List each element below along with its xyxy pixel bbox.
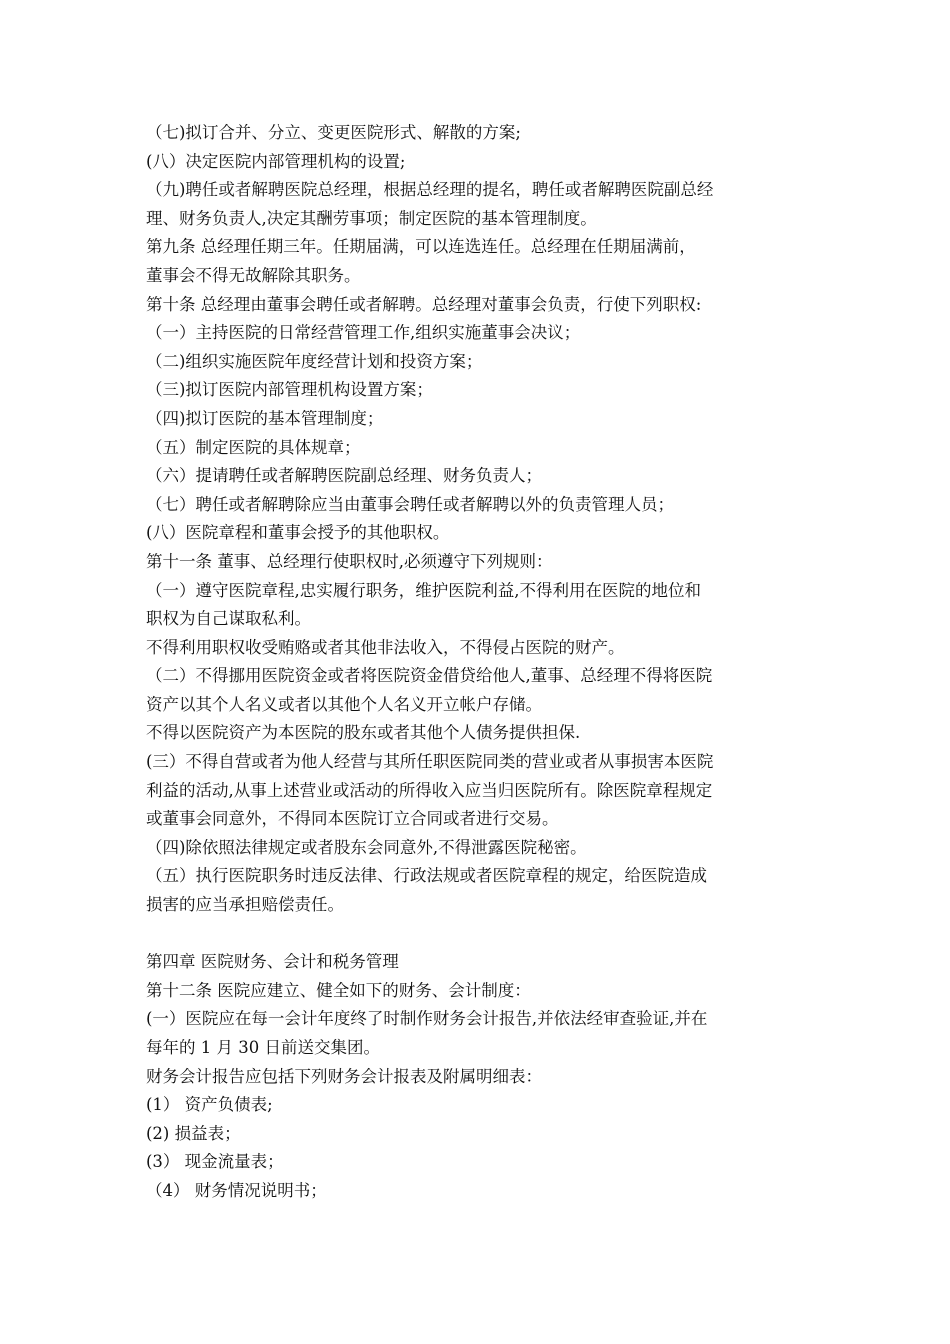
list-item: (2) 损益表； — [146, 1123, 241, 1143]
text-line: （五）制定医院的具体规章； — [146, 437, 361, 457]
text-line: （三)拟订医院内部管理机构设置方案； — [146, 380, 433, 400]
text-line: 不得以医院资产为本医院的股东或者其他个人债务提供担保. — [146, 723, 581, 743]
list-item: (3） 现金流量表； — [146, 1152, 284, 1172]
text-line: 利益的活动,从事上述营业或活动的所得收入应当归医院所有。除医院章程规定 — [146, 780, 713, 800]
text-line: (一）医院应在每一会计年度终了时制作财务会计报告,并依法经审查验证,并在 — [146, 1009, 708, 1029]
text-line: 董事会不得无故解除其职务。 — [146, 265, 361, 285]
text-line: （一）遵守医院章程,忠实履行职务，维护医院利益,不得利用在医院的地位和 — [146, 580, 701, 600]
text-line: （五）执行医院职务时违反法律、行政法规或者医院章程的规定，给医院造成 — [146, 866, 707, 886]
text-line: 理、财务负责人,决定其酬劳事项；制定医院的基本管理制度。 — [146, 208, 597, 228]
text-line: (八）决定医院内部管理机构的设置; — [146, 151, 406, 171]
text-line: （七）聘任或者解聘除应当由董事会聘任或者解聘以外的负责管理人员； — [146, 494, 674, 514]
text-line: （一）主持医院的日常经营管理工作,组织实施董事会决议； — [146, 323, 581, 343]
text-line: 第十一条 董事、总经理行使职权时,必须遵守下列规则： — [146, 551, 553, 571]
list-item: （4） 财务情况说明书； — [146, 1180, 327, 1200]
text-line: （六）提请聘任或者解聘医院副总经理、财务负责人； — [146, 466, 542, 486]
text-line: (三）不得自营或者为他人经营与其所任职医院同类的营业或者从事损害本医院 — [146, 752, 714, 772]
document-body — [146, 119, 810, 1206]
text-line: 第九条 总经理任期三年。任期届满，可以连选连任。总经理在任期届满前， — [146, 237, 696, 257]
text-line: （七)拟订合并、分立、变更医院形式、解散的方案; — [146, 123, 521, 142]
text-line: （四)除依照法律规定或者股东会同意外,不得泄露医院秘密。 — [146, 837, 587, 857]
chapter-heading: 第四章 医院财务、会计和税务管理 — [146, 952, 399, 972]
text-line: 资产以其个人名义或者以其他个人名义开立帐户存储。 — [146, 694, 542, 714]
text-line: 或董事会同意外，不得同本医院订立合同或者进行交易。 — [146, 809, 559, 829]
text-line: （四)拟订医院的基本管理制度； — [146, 408, 384, 428]
text-line: (八）医院章程和董事会授予的其他职权。 — [146, 523, 450, 543]
text-line: （二）不得挪用医院资金或者将医院资金借贷给他人,董事、总经理不得将医院 — [146, 666, 713, 686]
blank-line — [146, 920, 810, 949]
text-line: 损害的应当承担赔偿责任。 — [146, 895, 344, 915]
text-line: 不得利用职权收受贿赂或者其他非法收入，不得侵占医院的财产。 — [146, 637, 625, 657]
text-line: 第十二条 医院应建立、健全如下的财务、会计制度： — [146, 980, 531, 1000]
text-line: （九)聘任或者解聘医院总经理，根据总经理的提名，聘任或者解聘医院副总经 — [146, 180, 714, 200]
text-line: 第十条 总经理由董事会聘任或者解聘。总经理对董事会负责，行使下列职权: — [146, 294, 702, 314]
text-line: （二)组织实施医院年度经营计划和投资方案； — [146, 351, 483, 371]
text-line: 每年的 1 月 30 日前送交集团。 — [146, 1038, 380, 1057]
text-line: 财务会计报告应包括下列财务会计报表及附属明细表： — [146, 1066, 542, 1086]
list-item: (1） 资产负债表; — [146, 1095, 273, 1115]
text-line: 职权为自己谋取私利。 — [146, 609, 311, 629]
